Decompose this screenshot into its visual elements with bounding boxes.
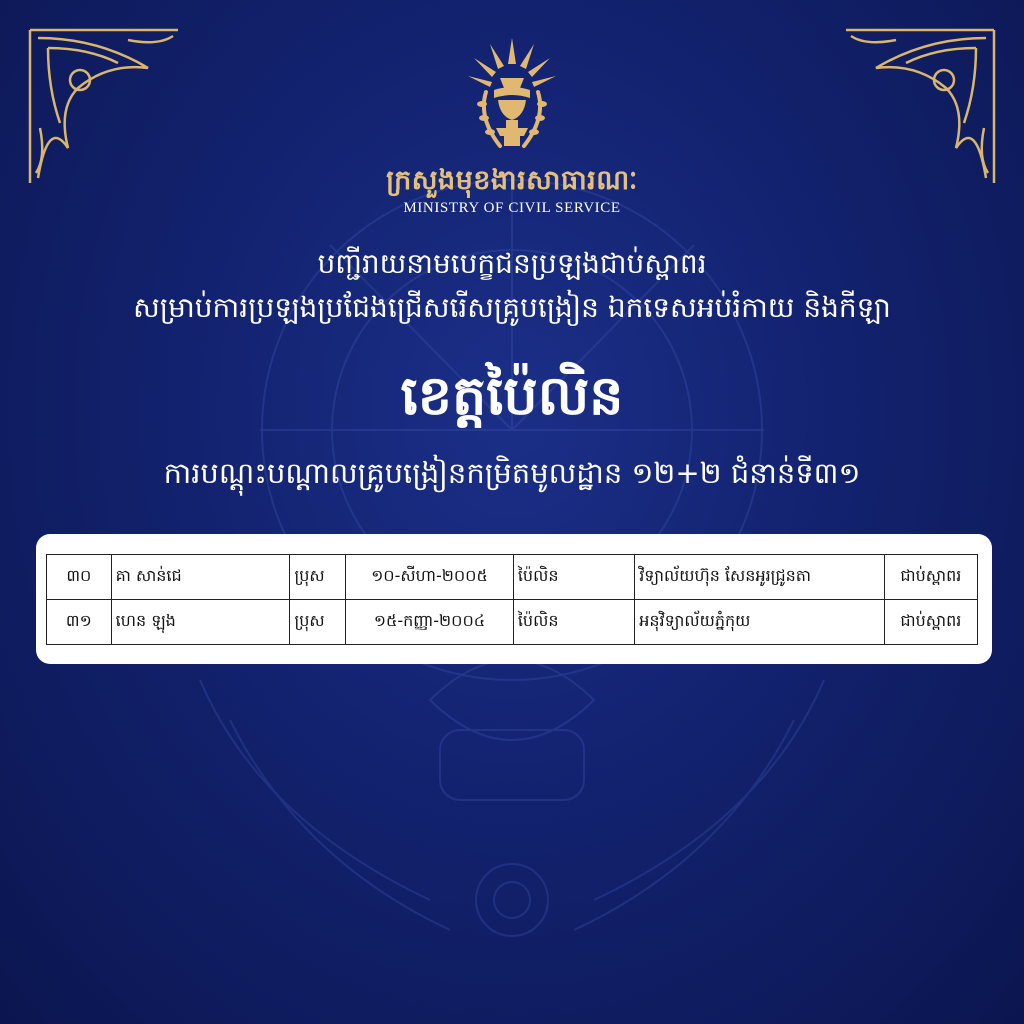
title-line-2: សម្រាប់ការប្រឡងប្រជែងជ្រើសរើសគ្រូបង្រៀន ឯកទេសអប់រំកាយ និងកីឡា <box>133 291 891 324</box>
results-table <box>46 554 978 645</box>
cell-number: ៣១ <box>47 600 112 645</box>
ministry-name-english: MINISTRY OF CIVIL SERVICE <box>403 200 621 216</box>
ministry-name-khmer: ក្រសួងមុខងារសាធារណៈ <box>386 165 638 196</box>
cell-number: ៣០ <box>47 555 112 600</box>
cell-province: ប៉ៃលិន <box>513 555 634 600</box>
table-row <box>47 600 978 645</box>
corner-ornament-right <box>846 28 996 183</box>
title-line-1: បញ្ជីរាយនាមបេក្ខជនប្រឡងជាប់ស្ពាពរ <box>317 247 707 280</box>
table-row <box>47 555 978 600</box>
cell-school: វិទ្យាល័យហ៊ុន សែនអូរជ្រូនតា <box>635 555 885 600</box>
cell-sex: ប្រុស <box>290 600 346 645</box>
cell-province: ប៉ៃលិន <box>513 600 634 645</box>
cell-date-of-birth: ១០-សីហា-២០០៥ <box>346 555 514 600</box>
corner-ornament-left <box>28 28 178 183</box>
cell-school: អនុវិទ្យាល័យភ្នំកុយ <box>635 600 885 645</box>
cell-name: ហេន ឡុង <box>111 600 290 645</box>
program-subtitle: ការបណ្តុះបណ្តាលគ្រូបង្រៀនកម្រិតមូលដ្ឋាន ១២+២ ជំនាន់ទី៣១ <box>163 456 861 490</box>
cell-date-of-birth: ១៥-កញ្ញា-២០០៤ <box>346 600 514 645</box>
cell-result: ជាប់ស្ពាពរ <box>884 600 977 645</box>
cell-result: ជាប់ស្ពាពរ <box>884 555 977 600</box>
cell-sex: ប្រុស <box>290 555 346 600</box>
ministry-emblem-logo <box>460 34 564 160</box>
province-title: ខេត្តប៉ៃលិន <box>400 364 624 427</box>
cell-name: គា សាន់ជេ <box>111 555 290 600</box>
